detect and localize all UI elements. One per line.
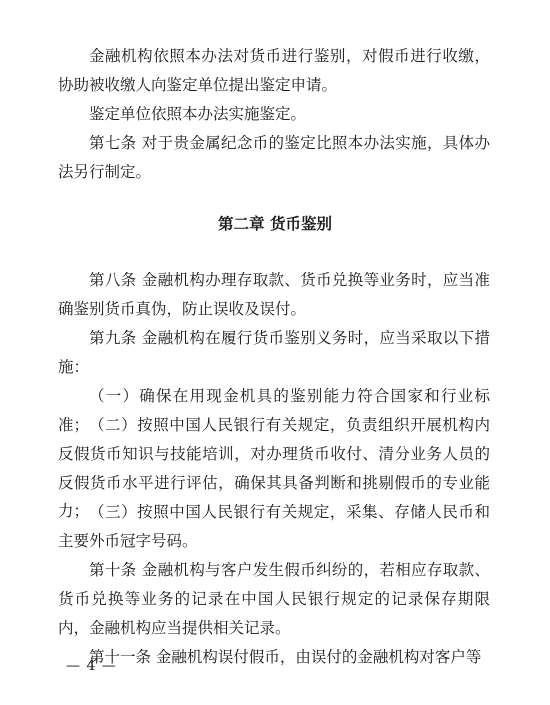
paragraph-appraisal-duty: 金融机构依照本办法对货币进行鉴别，对假币进行收缴，协助被收缴人向鉴定单位提出鉴定申请。 [58, 47, 490, 94]
paragraph-article-7: 第七条 对于贵金属纪念币的鉴定比照本办法实施，具体办法另行制定。 [58, 134, 490, 181]
paragraph-item-3: （三）按照中国人民银行有关规定，采集、存储人民币和主要外币冠字号码。 [58, 503, 490, 550]
paragraph-article-10: 第十条 金融机构与客户发生假币纠纷的，若相应存取款、货币兑换等业务的记录在中国人民银行规定的记录保存期限内，金融机构应当提供相关记录。 [58, 561, 490, 637]
chapter-heading: 第二章 货币鉴别 [218, 215, 332, 233]
page-number: — 4 — [66, 658, 117, 674]
paragraph-item-1: （一）确保在用现金机具的鉴别能力符合国家和行业标准； [58, 387, 490, 434]
paragraph-article-8: 第八条 金融机构办理存取款、货币兑换等业务时，应当准确鉴别货币真伪，防止误收及误付。 [58, 271, 490, 318]
paragraph-article-9: 第九条 金融机构在履行货币鉴别义务时，应当采取以下措施： [58, 329, 490, 376]
paragraph-appraisal-unit: 鉴定单位依照本办法实施鉴定。 [89, 105, 307, 123]
paragraph-item-2: （二）按照中国人民银行有关规定，负责组织开展机构内反假货币知识与技能培训，对办理货币收付、清分业务人员的反假货币水平进行评估，确保其具备判断和挑剔假币的专业能力； [58, 416, 490, 521]
paragraph-article-11: 第十一条 金融机构误付假币，由误付的金融机构对客户等 [89, 648, 482, 666]
